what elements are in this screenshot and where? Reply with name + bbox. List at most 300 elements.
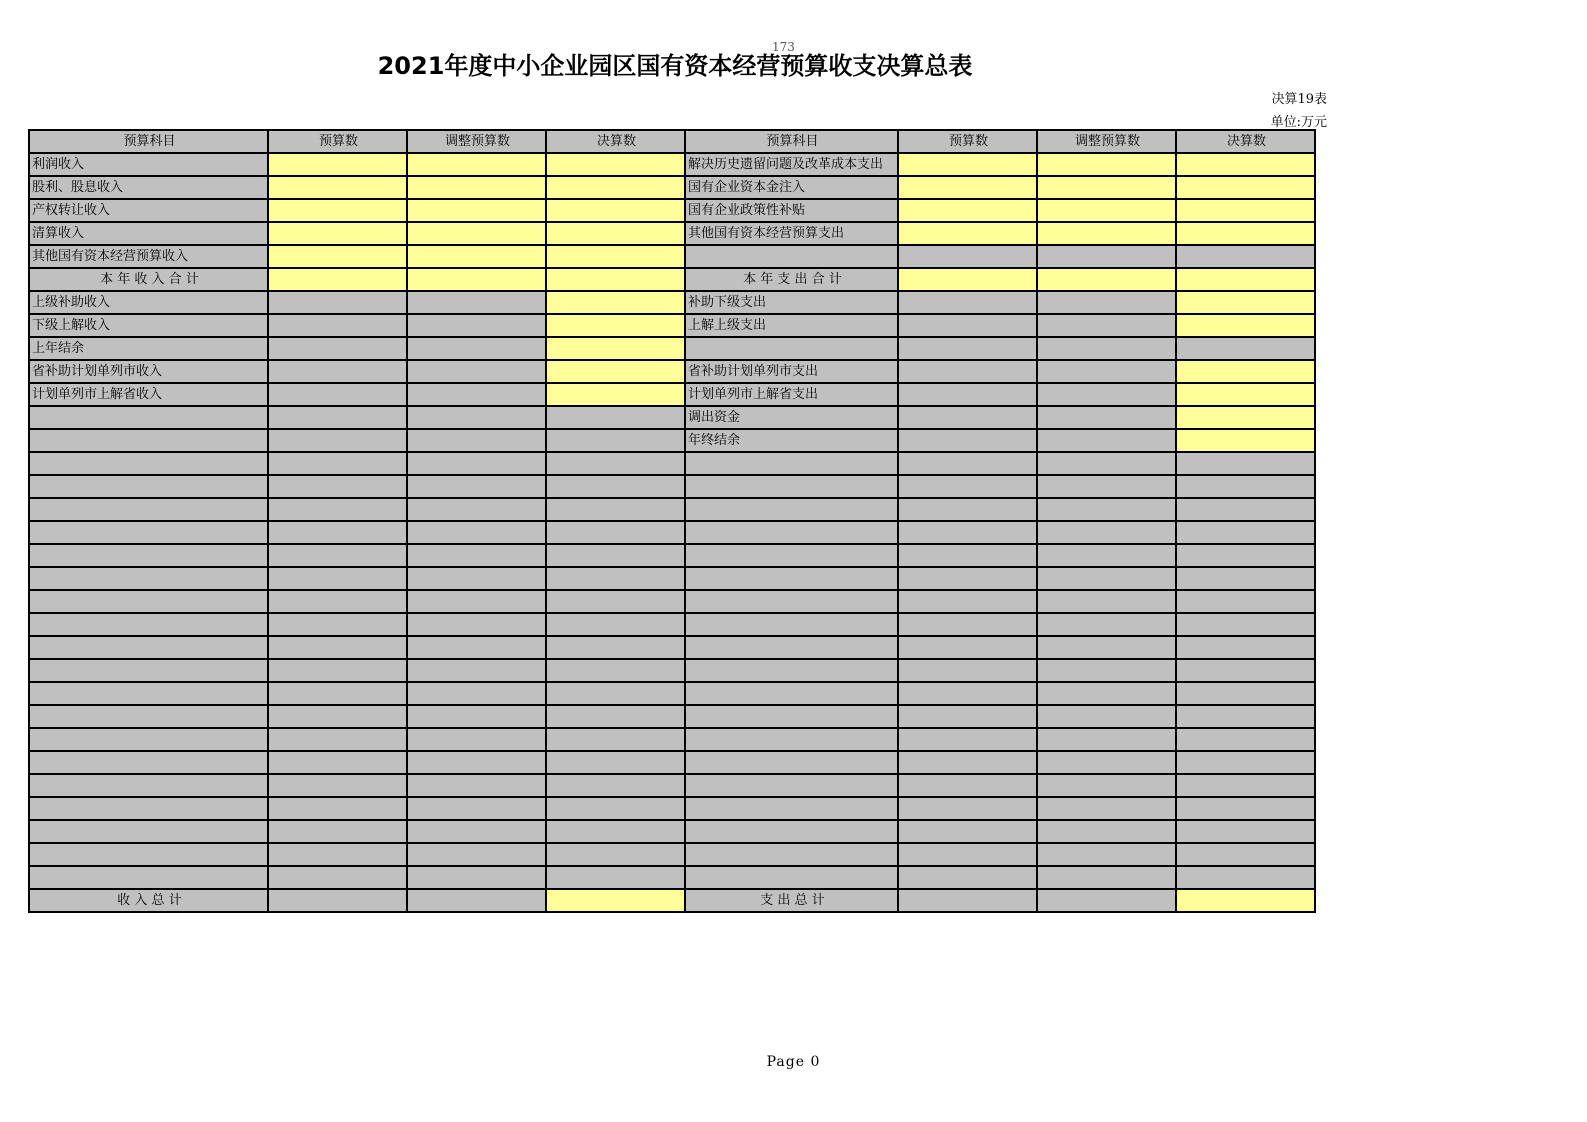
expenditure-item-label: 年终结余 <box>685 429 898 452</box>
expenditure-adjusted-cell[interactable] <box>1037 843 1176 866</box>
expenditure-final-cell[interactable] <box>1176 613 1315 636</box>
income-budget-cell[interactable] <box>268 406 407 429</box>
expenditure-final-cell[interactable] <box>1176 866 1315 889</box>
table-row <box>29 613 1315 636</box>
header-left-adjusted: 调整预算数 <box>407 130 546 153</box>
header-right-final: 决算数 <box>1176 130 1315 153</box>
expenditure-item-label <box>685 337 898 360</box>
table-row <box>29 498 1315 521</box>
expenditure-item-label: 省补助计划单列市支出 <box>685 360 898 383</box>
expenditure-item-label <box>685 843 898 866</box>
income-budget-cell[interactable] <box>268 521 407 544</box>
expenditure-final-cell[interactable] <box>1176 751 1315 774</box>
expenditure-final-cell[interactable] <box>1176 590 1315 613</box>
expenditure-final-cell[interactable] <box>1176 360 1315 383</box>
expenditure-final-cell[interactable] <box>1176 636 1315 659</box>
income-budget-cell[interactable] <box>268 751 407 774</box>
income-item-label <box>29 774 268 797</box>
income-item-label: 股利、股息收入 <box>29 176 268 199</box>
header-left-final: 决算数 <box>546 130 685 153</box>
income-final-cell[interactable] <box>546 245 685 268</box>
income-adjusted-cell[interactable] <box>407 153 546 176</box>
income-adjusted-cell[interactable] <box>407 521 546 544</box>
expenditure-budget-cell[interactable] <box>898 544 1037 567</box>
expenditure-final-cell[interactable] <box>1176 774 1315 797</box>
table-row <box>29 590 1315 613</box>
income-final-cell[interactable] <box>546 153 685 176</box>
expenditure-final-cell[interactable] <box>1176 406 1315 429</box>
table-row <box>29 544 1315 567</box>
expenditure-adjusted-cell[interactable] <box>1037 245 1176 268</box>
income-final-cell[interactable] <box>546 291 685 314</box>
income-budget-cell[interactable] <box>268 199 407 222</box>
expenditure-item-label <box>685 774 898 797</box>
table-row <box>29 521 1315 544</box>
income-final-cell[interactable] <box>546 751 685 774</box>
income-adjusted-cell[interactable] <box>407 498 546 521</box>
expenditure-item-label: 上解上级支出 <box>685 314 898 337</box>
table-row <box>29 199 1315 222</box>
table-row <box>29 176 1315 199</box>
expenditure-final-cell[interactable] <box>1176 820 1315 843</box>
income-item-label: 产权转让收入 <box>29 199 268 222</box>
income-budget-cell[interactable] <box>268 728 407 751</box>
income-item-label <box>29 866 268 889</box>
income-adjusted-cell[interactable] <box>407 360 546 383</box>
income-budget-cell[interactable] <box>268 889 407 912</box>
table-row <box>29 636 1315 659</box>
income-adjusted-cell[interactable] <box>407 176 546 199</box>
expenditure-budget-cell[interactable] <box>898 659 1037 682</box>
income-item-label <box>29 728 268 751</box>
expenditure-final-cell[interactable] <box>1176 843 1315 866</box>
expenditure-budget-cell[interactable] <box>898 751 1037 774</box>
expenditure-final-cell[interactable] <box>1176 199 1315 222</box>
income-item-label <box>29 797 268 820</box>
income-final-cell[interactable] <box>546 659 685 682</box>
expenditure-budget-cell[interactable] <box>898 613 1037 636</box>
header-right-adjusted: 调整预算数 <box>1037 130 1176 153</box>
expenditure-final-cell[interactable] <box>1176 245 1315 268</box>
income-budget-cell[interactable] <box>268 636 407 659</box>
expenditure-budget-cell[interactable] <box>898 590 1037 613</box>
header-row <box>29 130 1315 153</box>
income-budget-cell[interactable] <box>268 866 407 889</box>
expenditure-adjusted-cell[interactable] <box>1037 820 1176 843</box>
expenditure-adjusted-cell[interactable] <box>1037 659 1176 682</box>
income-budget-cell[interactable] <box>268 659 407 682</box>
expenditure-adjusted-cell[interactable] <box>1037 889 1176 912</box>
expenditure-adjusted-cell[interactable] <box>1037 383 1176 406</box>
income-adjusted-cell[interactable] <box>407 659 546 682</box>
expenditure-adjusted-cell[interactable] <box>1037 268 1176 291</box>
expenditure-adjusted-cell[interactable] <box>1037 176 1176 199</box>
expenditure-adjusted-cell[interactable] <box>1037 705 1176 728</box>
unit-label: 单位:万元 <box>1270 115 1327 130</box>
income-adjusted-cell[interactable] <box>407 245 546 268</box>
income-final-cell[interactable] <box>546 383 685 406</box>
expenditure-budget-cell[interactable] <box>898 567 1037 590</box>
expenditure-final-cell[interactable] <box>1176 682 1315 705</box>
expenditure-budget-cell[interactable] <box>898 636 1037 659</box>
expenditure-budget-cell[interactable] <box>898 728 1037 751</box>
income-final-cell[interactable] <box>546 682 685 705</box>
expenditure-final-cell[interactable] <box>1176 383 1315 406</box>
income-budget-cell[interactable] <box>268 843 407 866</box>
expenditure-budget-cell[interactable] <box>898 245 1037 268</box>
expenditure-budget-cell[interactable] <box>898 797 1037 820</box>
income-budget-cell[interactable] <box>268 498 407 521</box>
expenditure-item-label: 调出资金 <box>685 406 898 429</box>
expenditure-final-cell[interactable] <box>1176 429 1315 452</box>
table-row <box>29 751 1315 774</box>
expenditure-item-label <box>685 475 898 498</box>
income-adjusted-cell[interactable] <box>407 797 546 820</box>
expenditure-adjusted-cell[interactable] <box>1037 360 1176 383</box>
table-row <box>29 682 1315 705</box>
income-item-label <box>29 498 268 521</box>
expenditure-final-cell[interactable] <box>1176 452 1315 475</box>
expenditure-adjusted-cell[interactable] <box>1037 406 1176 429</box>
income-adjusted-cell[interactable] <box>407 613 546 636</box>
expenditure-budget-cell[interactable] <box>898 314 1037 337</box>
income-budget-cell[interactable] <box>268 268 407 291</box>
expenditure-item-label: 解决历史遗留问题及改革成本支出 <box>685 153 898 176</box>
expenditure-item-label <box>685 498 898 521</box>
income-adjusted-cell[interactable] <box>407 337 546 360</box>
expenditure-budget-cell[interactable] <box>898 406 1037 429</box>
income-final-cell[interactable] <box>546 337 685 360</box>
expenditure-budget-cell[interactable] <box>898 889 1037 912</box>
income-budget-cell[interactable] <box>268 820 407 843</box>
income-final-cell[interactable] <box>546 360 685 383</box>
income-item-label <box>29 843 268 866</box>
income-budget-cell[interactable] <box>268 383 407 406</box>
expenditure-adjusted-cell[interactable] <box>1037 153 1176 176</box>
expenditure-adjusted-cell[interactable] <box>1037 222 1176 245</box>
page-footer: Page 0 <box>766 1054 821 1070</box>
income-final-cell[interactable] <box>546 314 685 337</box>
table-row <box>29 452 1315 475</box>
expenditure-adjusted-cell[interactable] <box>1037 774 1176 797</box>
expenditure-final-cell[interactable] <box>1176 659 1315 682</box>
expenditure-final-cell[interactable] <box>1176 521 1315 544</box>
expenditure-final-cell[interactable] <box>1176 797 1315 820</box>
income-final-cell[interactable] <box>546 820 685 843</box>
expenditure-final-cell[interactable] <box>1176 337 1315 360</box>
expenditure-budget-cell[interactable] <box>898 843 1037 866</box>
expenditure-budget-cell[interactable] <box>898 337 1037 360</box>
expenditure-budget-cell[interactable] <box>898 429 1037 452</box>
expenditure-adjusted-cell[interactable] <box>1037 567 1176 590</box>
expenditure-final-cell[interactable] <box>1176 728 1315 751</box>
expenditure-adjusted-cell[interactable] <box>1037 452 1176 475</box>
table-row <box>29 429 1315 452</box>
expenditure-adjusted-cell[interactable] <box>1037 866 1176 889</box>
income-final-cell[interactable] <box>546 590 685 613</box>
income-item-label <box>29 682 268 705</box>
income-adjusted-cell[interactable] <box>407 567 546 590</box>
table-row <box>29 475 1315 498</box>
expenditure-adjusted-cell[interactable] <box>1037 199 1176 222</box>
expenditure-adjusted-cell[interactable] <box>1037 291 1176 314</box>
table-row <box>29 383 1315 406</box>
expenditure-adjusted-cell[interactable] <box>1037 429 1176 452</box>
income-budget-cell[interactable] <box>268 429 407 452</box>
expenditure-item-label: 国有企业政策性补贴 <box>685 199 898 222</box>
income-budget-cell[interactable] <box>268 452 407 475</box>
income-final-cell[interactable] <box>546 636 685 659</box>
income-item-label: 利润收入 <box>29 153 268 176</box>
income-adjusted-cell[interactable] <box>407 889 546 912</box>
income-budget-cell[interactable] <box>268 797 407 820</box>
income-final-cell[interactable] <box>546 544 685 567</box>
income-adjusted-cell[interactable] <box>407 866 546 889</box>
income-budget-cell[interactable] <box>268 222 407 245</box>
expenditure-final-cell[interactable] <box>1176 314 1315 337</box>
income-budget-cell[interactable] <box>268 153 407 176</box>
expenditure-item-label: 国有企业资本金注入 <box>685 176 898 199</box>
income-budget-cell[interactable] <box>268 314 407 337</box>
income-adjusted-cell[interactable] <box>407 268 546 291</box>
income-final-cell[interactable] <box>546 866 685 889</box>
income-item-label <box>29 590 268 613</box>
header-right-item: 预算科目 <box>685 130 898 153</box>
income-final-cell[interactable] <box>546 475 685 498</box>
expenditure-item-label <box>685 682 898 705</box>
income-adjusted-cell[interactable] <box>407 291 546 314</box>
header-left-item: 预算科目 <box>29 130 268 153</box>
income-budget-cell[interactable] <box>268 291 407 314</box>
income-item-label: 计划单列市上解省收入 <box>29 383 268 406</box>
table-row <box>29 314 1315 337</box>
income-adjusted-cell[interactable] <box>407 843 546 866</box>
expenditure-final-cell[interactable] <box>1176 153 1315 176</box>
income-item-label: 上级补助收入 <box>29 291 268 314</box>
income-final-cell[interactable] <box>546 774 685 797</box>
income-item-label <box>29 820 268 843</box>
expenditure-budget-cell[interactable] <box>898 820 1037 843</box>
income-final-cell[interactable] <box>546 452 685 475</box>
income-adjusted-cell[interactable] <box>407 222 546 245</box>
expenditure-item-label <box>685 866 898 889</box>
income-item-label <box>29 659 268 682</box>
income-budget-cell[interactable] <box>268 567 407 590</box>
expenditure-adjusted-cell[interactable] <box>1037 314 1176 337</box>
table-row <box>29 659 1315 682</box>
income-final-cell[interactable] <box>546 498 685 521</box>
income-item-label <box>29 452 268 475</box>
table-row <box>29 728 1315 751</box>
income-adjusted-cell[interactable] <box>407 774 546 797</box>
income-final-cell[interactable] <box>546 889 685 912</box>
table-row <box>29 705 1315 728</box>
income-budget-cell[interactable] <box>268 176 407 199</box>
expenditure-adjusted-cell[interactable] <box>1037 636 1176 659</box>
income-item-label: 本 年 收 入 合 计 <box>29 268 268 291</box>
income-adjusted-cell[interactable] <box>407 590 546 613</box>
income-adjusted-cell[interactable] <box>407 452 546 475</box>
income-adjusted-cell[interactable] <box>407 383 546 406</box>
expenditure-final-cell[interactable] <box>1176 498 1315 521</box>
expenditure-budget-cell[interactable] <box>898 268 1037 291</box>
table-row <box>29 245 1315 268</box>
income-adjusted-cell[interactable] <box>407 705 546 728</box>
income-budget-cell[interactable] <box>268 544 407 567</box>
table-row <box>29 797 1315 820</box>
expenditure-item-label <box>685 659 898 682</box>
expenditure-budget-cell[interactable] <box>898 291 1037 314</box>
income-item-label: 省补助计划单列市收入 <box>29 360 268 383</box>
income-final-cell[interactable] <box>546 429 685 452</box>
income-adjusted-cell[interactable] <box>407 636 546 659</box>
expenditure-adjusted-cell[interactable] <box>1037 728 1176 751</box>
income-final-cell[interactable] <box>546 268 685 291</box>
income-item-label <box>29 751 268 774</box>
income-item-label <box>29 544 268 567</box>
table-row <box>29 222 1315 245</box>
income-adjusted-cell[interactable] <box>407 314 546 337</box>
income-adjusted-cell[interactable] <box>407 406 546 429</box>
income-item-label <box>29 613 268 636</box>
income-final-cell[interactable] <box>546 406 685 429</box>
income-item-label <box>29 429 268 452</box>
table-row <box>29 774 1315 797</box>
income-final-cell[interactable] <box>546 199 685 222</box>
expenditure-budget-cell[interactable] <box>898 383 1037 406</box>
expenditure-item-label <box>685 613 898 636</box>
income-item-label <box>29 567 268 590</box>
income-adjusted-cell[interactable] <box>407 199 546 222</box>
income-budget-cell[interactable] <box>268 705 407 728</box>
expenditure-budget-cell[interactable] <box>898 153 1037 176</box>
income-item-label: 清算收入 <box>29 222 268 245</box>
expenditure-final-cell[interactable] <box>1176 889 1315 912</box>
page-title: 2021年度中小企业园区国有资本经营预算收支决算总表 <box>377 52 973 80</box>
income-item-label: 下级上解收入 <box>29 314 268 337</box>
expenditure-item-label <box>685 751 898 774</box>
expenditure-budget-cell[interactable] <box>898 521 1037 544</box>
expenditure-budget-cell[interactable] <box>898 360 1037 383</box>
expenditure-final-cell[interactable] <box>1176 567 1315 590</box>
income-budget-cell[interactable] <box>268 682 407 705</box>
income-budget-cell[interactable] <box>268 245 407 268</box>
income-adjusted-cell[interactable] <box>407 475 546 498</box>
expenditure-item-label <box>685 590 898 613</box>
income-final-cell[interactable] <box>546 176 685 199</box>
expenditure-budget-cell[interactable] <box>898 452 1037 475</box>
table-row <box>29 567 1315 590</box>
expenditure-adjusted-cell[interactable] <box>1037 544 1176 567</box>
expenditure-budget-cell[interactable] <box>898 199 1037 222</box>
page-marker: 173 <box>772 40 795 54</box>
expenditure-budget-cell[interactable] <box>898 866 1037 889</box>
expenditure-item-label: 计划单列市上解省支出 <box>685 383 898 406</box>
income-adjusted-cell[interactable] <box>407 728 546 751</box>
income-item-label <box>29 636 268 659</box>
income-item-label: 其他国有资本经营预算收入 <box>29 245 268 268</box>
expenditure-final-cell[interactable] <box>1176 705 1315 728</box>
income-budget-cell[interactable] <box>268 475 407 498</box>
expenditure-adjusted-cell[interactable] <box>1037 751 1176 774</box>
income-budget-cell[interactable] <box>268 590 407 613</box>
income-final-cell[interactable] <box>546 567 685 590</box>
income-final-cell[interactable] <box>546 222 685 245</box>
expenditure-budget-cell[interactable] <box>898 498 1037 521</box>
expenditure-item-label <box>685 728 898 751</box>
expenditure-adjusted-cell[interactable] <box>1037 475 1176 498</box>
expenditure-item-label <box>685 544 898 567</box>
income-final-cell[interactable] <box>546 613 685 636</box>
expenditure-budget-cell[interactable] <box>898 682 1037 705</box>
income-final-cell[interactable] <box>546 705 685 728</box>
income-item-label <box>29 475 268 498</box>
table-row <box>29 866 1315 889</box>
expenditure-final-cell[interactable] <box>1176 176 1315 199</box>
income-final-cell[interactable] <box>546 521 685 544</box>
expenditure-item-label <box>685 245 898 268</box>
income-budget-cell[interactable] <box>268 360 407 383</box>
expenditure-adjusted-cell[interactable] <box>1037 337 1176 360</box>
income-adjusted-cell[interactable] <box>407 544 546 567</box>
expenditure-adjusted-cell[interactable] <box>1037 521 1176 544</box>
expenditure-item-label: 支 出 总 计 <box>685 889 898 912</box>
table-row <box>29 360 1315 383</box>
table-row <box>29 291 1315 314</box>
expenditure-item-label <box>685 567 898 590</box>
expenditure-adjusted-cell[interactable] <box>1037 590 1176 613</box>
expenditure-final-cell[interactable] <box>1176 268 1315 291</box>
expenditure-budget-cell[interactable] <box>898 705 1037 728</box>
income-budget-cell[interactable] <box>268 337 407 360</box>
expenditure-item-label: 其他国有资本经营预算支出 <box>685 222 898 245</box>
income-final-cell[interactable] <box>546 797 685 820</box>
expenditure-item-label: 本 年 支 出 合 计 <box>685 268 898 291</box>
income-final-cell[interactable] <box>546 728 685 751</box>
expenditure-final-cell[interactable] <box>1176 544 1315 567</box>
income-adjusted-cell[interactable] <box>407 682 546 705</box>
income-item-label: 上年结余 <box>29 337 268 360</box>
table-row <box>29 820 1315 843</box>
expenditure-item-label <box>685 452 898 475</box>
expenditure-adjusted-cell[interactable] <box>1037 682 1176 705</box>
expenditure-adjusted-cell[interactable] <box>1037 613 1176 636</box>
table-body <box>29 153 1315 912</box>
expenditure-budget-cell[interactable] <box>898 774 1037 797</box>
income-adjusted-cell[interactable] <box>407 820 546 843</box>
expenditure-budget-cell[interactable] <box>898 475 1037 498</box>
table-row <box>29 843 1315 866</box>
table-row <box>29 889 1315 912</box>
income-item-label <box>29 705 268 728</box>
expenditure-adjusted-cell[interactable] <box>1037 498 1176 521</box>
income-adjusted-cell[interactable] <box>407 751 546 774</box>
expenditure-item-label <box>685 820 898 843</box>
expenditure-final-cell[interactable] <box>1176 475 1315 498</box>
expenditure-final-cell[interactable] <box>1176 291 1315 314</box>
income-final-cell[interactable] <box>546 843 685 866</box>
expenditure-final-cell[interactable] <box>1176 222 1315 245</box>
expenditure-adjusted-cell[interactable] <box>1037 797 1176 820</box>
income-budget-cell[interactable] <box>268 774 407 797</box>
income-budget-cell[interactable] <box>268 613 407 636</box>
income-adjusted-cell[interactable] <box>407 429 546 452</box>
table-row <box>29 153 1315 176</box>
expenditure-item-label <box>685 705 898 728</box>
expenditure-budget-cell[interactable] <box>898 176 1037 199</box>
expenditure-budget-cell[interactable] <box>898 222 1037 245</box>
expenditure-item-label <box>685 636 898 659</box>
